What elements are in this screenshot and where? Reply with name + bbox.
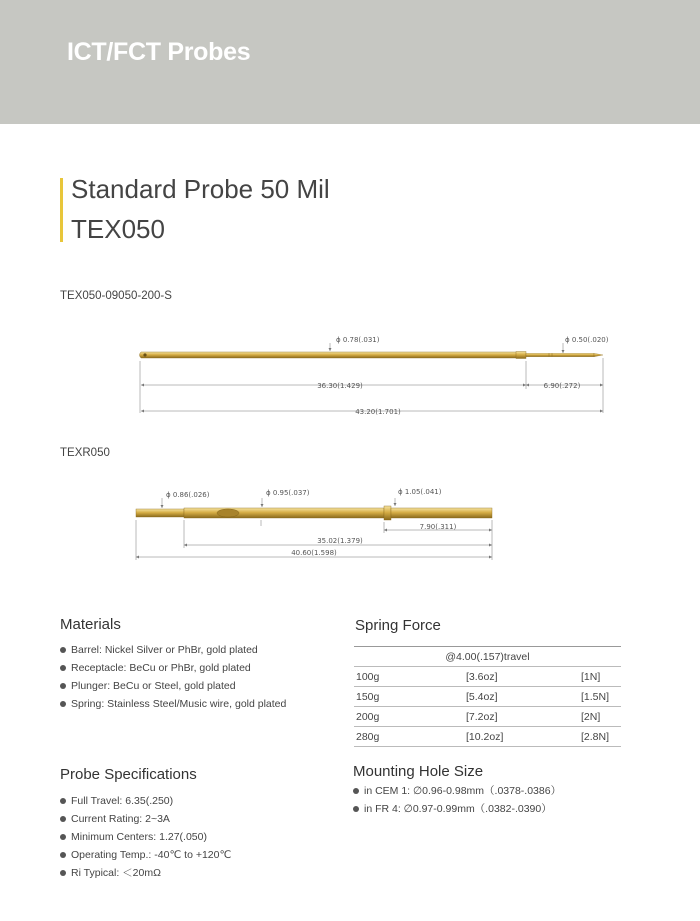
receptacle-part-number: TEXR050	[60, 447, 110, 459]
table-row: 100g [3.6oz] [1N]	[354, 667, 621, 687]
header-banner	[0, 0, 700, 124]
bullet-icon	[60, 870, 66, 876]
materials-list	[60, 641, 286, 713]
product-title: Standard Probe 50 Mil	[71, 174, 330, 204]
list-item: Barrel: Nickel Silver or PhBr, gold plated	[60, 641, 286, 659]
spring-force-table	[354, 646, 621, 747]
product-model: TEX050	[71, 214, 165, 244]
list-item: Ri Typical: ＜20mΩ	[60, 864, 231, 882]
probe-tip-len: 6.90(.272)	[543, 382, 581, 390]
receptacle-body-dia: ϕ 0.95(.037)	[266, 489, 310, 497]
list-item: Spring: Stainless Steel/Music wire, gold plated	[60, 695, 286, 713]
receptacle-drawing	[0, 478, 700, 568]
specs-title: Probe Specifications	[60, 766, 197, 783]
list-item: Current Rating: 2~3A	[60, 810, 231, 828]
bullet-icon	[60, 834, 66, 840]
list-item: Operating Temp.: -40℃ to +120℃	[60, 846, 231, 864]
materials-title: Materials	[60, 616, 121, 633]
bullet-icon	[60, 816, 66, 822]
bullet-icon	[353, 788, 359, 794]
receptacle-body	[136, 506, 492, 520]
probe-tip-dia: ϕ 0.50(.020)	[565, 336, 609, 344]
list-item: Receptacle: BeCu or PhBr, gold plated	[60, 659, 286, 677]
probe-part-number: TEX050-09050-200-S	[60, 290, 172, 302]
bullet-icon	[60, 852, 66, 858]
probe-barrel-dia: ϕ 0.78(.031)	[336, 336, 380, 344]
bullet-icon	[60, 701, 66, 707]
bullet-icon	[60, 683, 66, 689]
list-item: Plunger: BeCu or Steel, gold plated	[60, 677, 286, 695]
table-row: 150g [5.4oz] [1.5N]	[354, 687, 621, 707]
table-row: 200g [7.2oz] [2N]	[354, 707, 621, 727]
spring-force-title: Spring Force	[355, 617, 441, 634]
receptacle-ring-dia: ϕ 1.05(.041)	[398, 488, 442, 496]
header-title: ICT/FCT Probes	[67, 38, 251, 66]
list-item: Minimum Centers: 1.27(.050)	[60, 828, 231, 846]
list-item: Full Travel: 6.35(.250)	[60, 792, 231, 810]
list-item: in CEM 1: ∅0.96-0.98mm（.0378-.0386）	[353, 782, 561, 800]
mounting-list	[353, 782, 561, 818]
probe-drawing	[0, 325, 700, 425]
specs-list	[60, 792, 231, 882]
bullet-icon	[353, 806, 359, 812]
receptacle-ring-len: 7.90(.311)	[419, 523, 457, 531]
probe-body	[140, 352, 604, 359]
title-accent-bar	[60, 178, 63, 242]
mounting-title: Mounting Hole Size	[353, 763, 484, 780]
receptacle-mid-len: 35.02(1.379)	[317, 537, 363, 545]
bullet-icon	[60, 665, 66, 671]
bullet-icon	[60, 798, 66, 804]
probe-total-len: 43.20(1.701)	[355, 408, 401, 416]
list-item: in FR 4: ∅0.97-0.99mm（.0382-.0390）	[353, 800, 561, 818]
receptacle-end-dia: ϕ 0.86(.026)	[166, 491, 210, 499]
bullet-icon	[60, 647, 66, 653]
spring-force-header: @4.00(.157)travel	[354, 647, 621, 667]
table-row: 280g [10.2oz] [2.8N]	[354, 727, 621, 747]
probe-barrel-len: 36.30(1.429)	[317, 382, 363, 390]
receptacle-total-len: 40.60(1.598)	[291, 549, 337, 557]
